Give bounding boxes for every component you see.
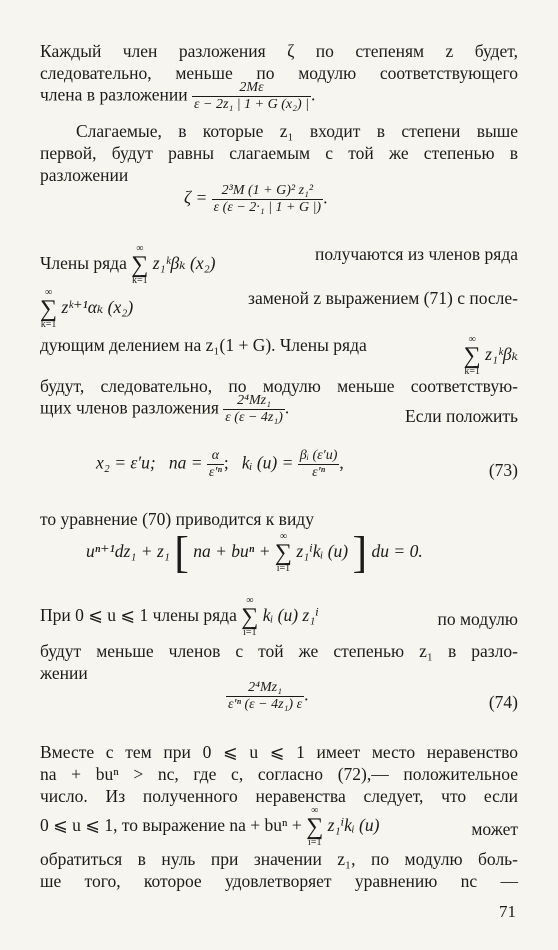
text-line: Вместе с тем при 0 ⩽ u ⩽ 1 имеет место неравенство xyxy=(40,742,518,762)
text-line: na + buⁿ > nc, где c, согласно (72),— положительное xyxy=(40,764,518,784)
text-line: будут меньше членов с той же степенью z₁ в разло- xyxy=(40,641,518,661)
fraction: $\frac{2M\varepsilon}{\text{ε − 2z₁ | 1 + G (x₂) |}}$ xyxy=(194,80,309,112)
text-line: число. Из полученного неравенства следует, что если xyxy=(40,786,518,806)
text-line: члена в разложении $\frac{2M\varepsilon}{\text{ε − 2z₁ | 1 + G (x₂) |}}$ . xyxy=(40,80,316,112)
equation-number: (74) xyxy=(488,692,518,712)
text-line: Каждый член разложения ζ по степеням z будет, xyxy=(40,41,518,61)
equation: $\frac{\text{2⁴Mz₁}}{\text{ε′ⁿ (ε − 4z₁) ε}}$ . (74) xyxy=(228,680,518,712)
text-line: первой, будут равны слагаемым с той же степенью в xyxy=(40,143,518,163)
text-line: 0 ⩽ u ⩽ 1, то выражение na + buⁿ + ∞ ∑ i=1 z₁ⁱkᵢ (u) может xyxy=(40,805,518,848)
text-line: разложении xyxy=(40,165,129,185)
sum-symbol: ∞ ∑ i=1 xyxy=(241,595,259,638)
fraction: $\frac{\text{2⁴Mz₁}}{\text{ε (ε − 4z₁)}}$ xyxy=(225,393,283,425)
text-line: ∞ ∑ k=1 zᵏ⁺¹αₖ (x₂) заменой z выражением (71) с после- xyxy=(40,287,518,330)
equation-number: (73) xyxy=(488,460,518,480)
text-line: ше того, которое удовлетворяет уравнению nc — xyxy=(40,871,518,891)
sum-symbol: ∞ ∑ k=1 xyxy=(463,334,481,377)
text-line: жении xyxy=(40,663,88,683)
sum-symbol: ∞ ∑ k=1 xyxy=(40,287,58,330)
page-number: 71 xyxy=(499,902,516,921)
text-line: Члены ряда ∞ ∑ k=1 z₁ᵏβₖ (x₂) получаются из членов ряда xyxy=(40,243,518,286)
text-line: то уравнение (70) приводится к виду xyxy=(40,509,314,529)
equation: x₂ = ε′u; na = $\frac{\alpha}{\text{ε′ⁿ}}$ ; kᵢ (u) = $\frac{\text{βᵢ (ε′u)}}{\text{ε′ⁿ}}$ , (73) xyxy=(96,448,518,480)
equation: uⁿ⁺¹dz₁ + z₁ [ na + buⁿ + ∞ ∑ i=1 z₁ⁱkᵢ (u) ] du = 0. xyxy=(86,528,423,577)
text-line: дующим делением на z₁(1 + G). Члены ряда ∞ ∑ k=1 z₁ᵏβₖ xyxy=(40,334,518,377)
text-line: будут, следовательно, по модулю меньше соответствую- xyxy=(40,376,518,396)
sum-symbol: ∞ ∑ i=1 xyxy=(306,805,324,848)
text-line: обратиться в нуль при значении z₁, по модулю боль- xyxy=(40,849,518,869)
text-line: следовательно, меньше по модулю соответствующего xyxy=(40,63,518,83)
text-line: щих членов разложения $\frac{\text{2⁴Mz₁}}{\text{ε (ε − 4z₁)}}$ . Если положить xyxy=(40,393,518,426)
text-line: При 0 ⩽ u ⩽ 1 члены ряда ∞ ∑ i=1 kᵢ (u) z₁ⁱ по модулю xyxy=(40,595,518,638)
sum-symbol: ∞ ∑ i=1 xyxy=(274,531,292,574)
text-line: Слагаемые, в которые z₁ входит в степени выше xyxy=(76,121,518,141)
equation: ζ = $\frac{\text{2³M (1 + G)² z₁²}}{\text{ε (ε − 2·₁ | 1 + G |)}}$ . xyxy=(184,183,328,215)
sum-symbol: ∞ ∑ k=1 xyxy=(131,243,149,286)
